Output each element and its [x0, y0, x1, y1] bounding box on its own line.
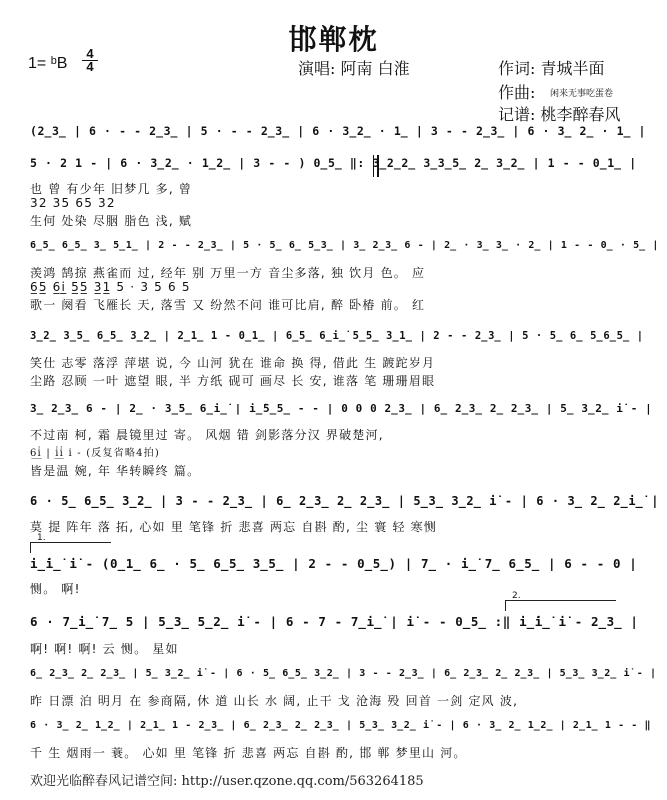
singer-credit: 演唱: 阿南 白淮 — [298, 59, 410, 78]
system-5-notes: 3̲ 2̲3̲ 6 - | 2̲ · 3̲5̲ 6̲i̲̇ | i̲̇5̲5̲ - - | 0 0 0 2̲3̲ | 6̲ 2̲3̲ 2̲ 2̲3̲ | 5̲ 3̲2̲ i̇ - | — [30, 402, 653, 415]
system-3-lyric-3: 歌一 阕看 飞雁长 天, 落雪 又 纷然不问 谁可比肩, 醉 卧椿 前。 红 — [30, 298, 426, 312]
system-2-notes: 5 · 2 1 - | 6 · 3̲2̲ · 1̲2̲ | 3 - - ) 0̲5̲ ‖: 3̲2̲2̲ 3̲3̲5̲ 2̲ 3̲2̲ | 1 - - 0̲1̲ | — [30, 156, 637, 170]
system-9-lyric-1: 昨 日漂 泊 明月 在 参商隔, 休 道 山长 水 阔, 止干 戈 沧海 殁 回首 一剑 定风 波, — [30, 694, 519, 708]
system-3-notes: 6̲5̲ 6̲5̲ 3̲ 5̲1̲ | 2 - - 2̲3̲ | 5 · 5̲ 6̲ 5̲3̲ | 3̲ 2̲3̲ 6 - | 2̲ · 3̲ 3̲ · 2̲ | 1 - - 0̲ · 5̲ | — [30, 240, 659, 251]
first-ending-bracket: 1. — [30, 542, 111, 553]
system-10-notes: 6 · 3̲ 2̲ 1̲2̲ | 2̲1̲ 1 - 2̲3̲ | 6̲ 2̲3̲ 2̲ 2̲3̲ | 5̲3̲ 3̲2̲ i̇ - | 6 · 3̲ 2̲ 1̲2̲ | 2̲1̲ 1 - - ‖ — [30, 720, 652, 731]
system-10-lyric-1: 千 生 烟雨一 蓑。 心如 里 笔锋 折 悲喜 两忘 自斟 酌, 邯 郸 梦里山 河。 — [30, 746, 467, 760]
system-4-lyric-2: 尘路 忍顾 一叶 遮望 眼, 半 方纸 砚可 画尽 长 安, 谁落 笔 珊珊眉眼 — [30, 374, 436, 388]
system-8-lyric-1: 啊! 啊! 啊! 云 恻。 星如 — [30, 642, 179, 656]
system-4-lyric-1: 笑仕 志零 落浮 萍堪 说, 今 山河 犹在 谁命 换 得, 借此 生 踱跎岁月 — [30, 356, 436, 370]
system-6-lyric-1: 莫 提 阵年 落 拓, 心如 里 笔锋 折 悲喜 两忘 自斟 酌, 尘 寰 轻 寒恻 — [30, 520, 438, 534]
system-2-lyric-3: 生何 处染 尽胭 脂色 浅, 赋 — [30, 214, 193, 228]
system-1-notes: (2̲3̲ | 6 · - - 2̲3̲ | 5 · - - 2̲3̲ | 6 · 3̲2̲ · 1̲ | 3 - - 2̲3̲ | 6 · 3̲ 2̲ · 1̲ | — [30, 124, 647, 138]
time-denominator: 4 — [82, 60, 98, 73]
key-signature: 1= ᵇB — [28, 55, 68, 72]
system-4-notes: 3̲2̲ 3̲5̲ 6̲5̲ 3̲2̲ | 2̲1̲ 1 - 0̲1̲ | 6̲5̲ 6̲i̲̇ 5̲5̲ 3̲1̲ | 2 - - 2̲3̲ | 5 · 5̲ 6̲ 5̲6̲5̲ | — [30, 330, 644, 342]
system-5-lyric-3: 皆是温 婉, 年 华转瞬终 篇。 — [30, 464, 201, 478]
composer-credit: 闲来无事吃蛋卷 — [550, 89, 614, 99]
system-3-lyric-1: 羡鸿 鹄掠 燕雀而 过, 经年 别 万里一方 音尘多落, 独 饮月 色。 应 — [30, 266, 426, 280]
composer-label: 作曲: — [498, 83, 536, 102]
lyricist-credit: 作词: 青城半面 — [498, 59, 605, 78]
transcriber-credit: 记谱: 桃李醉春风 — [498, 105, 621, 124]
footer-url: 欢迎光临醉春风记谱空间: http://user.qzone.qq.com/563264185 — [30, 774, 424, 789]
song-title: 邯郸枕 — [288, 23, 379, 56]
system-5-lyric-2: 6̲i̲̇ | i̲̇i̲̇ i̇ - (反复省略4拍) — [30, 448, 160, 459]
system-2-lyric-2: 32 35 65 32 — [30, 196, 116, 210]
system-2-lyric-1: 也 曾 有少年 旧梦几 多, 曾 — [30, 182, 193, 196]
time-numerator: 4 — [86, 46, 94, 61]
second-ending-bracket: 2. — [505, 600, 616, 611]
system-8-notes: 6 · 7̲i̲̇ 7̲ 5 | 5̲3̲ 5̲2̲ i̇ - | 6 - 7 - 7̲i̲̇ | i̇ - - 0̲5̲ :‖ i̲̇i̲̇ i̇ - 2̲3̲ | — [30, 614, 639, 629]
repeat-start-bar — [373, 155, 379, 177]
system-7-notes: i̲̇i̲̇ i̇ - (0̲1̲ 6̲ · 5̲ 6̲5̲ 3̲5̲ | 2 - - 0̲5̲) | 7̲ · i̲̇ 7̲ 6̲5̲ | 6 - - 0 | — [30, 556, 638, 571]
system-6-notes: 6 · 5̲ 6̲5̲ 3̲2̲ | 3 - - 2̲3̲ | 6̲ 2̲3̲ 2̲ 2̲3̲ | 5̲3̲ 3̲2̲ i̇ - | 6 · 3̲ 2̲ 2̲i̲̇ | — [30, 494, 660, 508]
system-9-notes: 6̲ 2̲3̲ 2̲ 2̲3̲ | 5̲ 3̲2̲ i̇ - | 6 · 5̲ 6̲5̲ 3̲2̲ | 3 - - 2̲3̲ | 6̲ 2̲3̲ 2̲ 2̲3̲ | 5̲3̲ 3̲2̲ i̇ - | — [30, 668, 657, 679]
system-7-lyric-1: 恻。 啊! — [30, 582, 81, 596]
time-signature — [82, 48, 98, 73]
system-3-lyric-2: 6̲5̲ 6̲i̲̇ 5̲5̲ 3̲1̲ 5 · 3 5 6 5 — [30, 280, 191, 294]
system-5-lyric-1: 不过南 柯, 霜 晨镜里过 寄。 风烟 错 剑影落分汉 界破楚河, — [30, 428, 384, 442]
